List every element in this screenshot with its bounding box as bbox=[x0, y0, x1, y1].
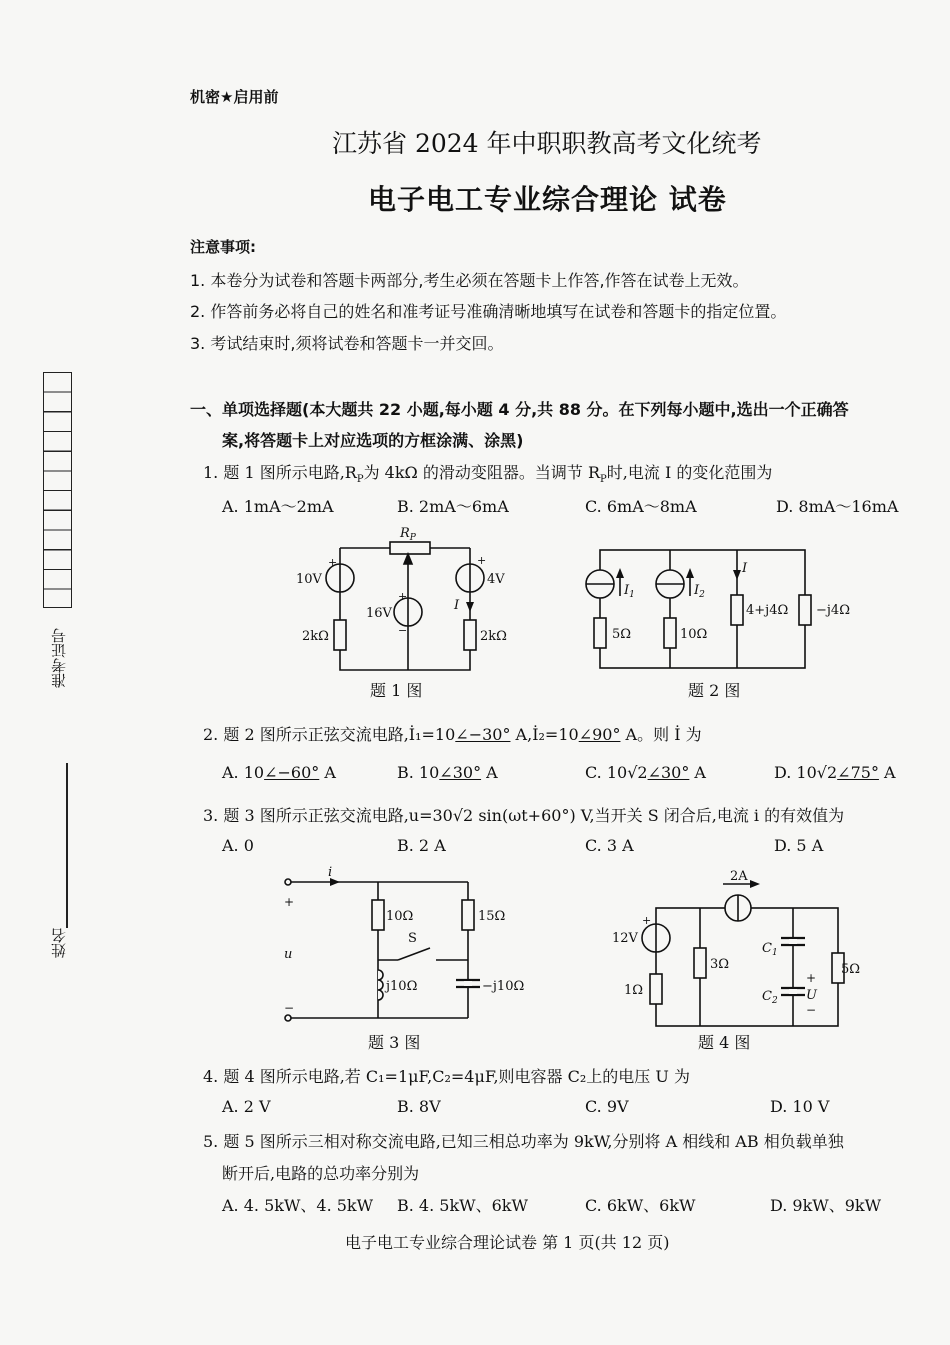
svg-text:I2: $I_2$ bbox=[694, 583, 705, 600]
svg-text:−j10Ω: −j10Ω bbox=[482, 979, 525, 994]
figure-1-caption: 题 1 图 bbox=[370, 681, 423, 700]
q2-option-c[interactable]: C. 10√2∠30° A bbox=[585, 763, 706, 782]
q2-option-d[interactable]: D. 10√2∠75° A bbox=[774, 763, 896, 782]
section-heading-cont: 案,将答题卡上对应选项的方框涂满、涂黑) bbox=[222, 431, 524, 450]
svg-text:+: + bbox=[477, 554, 487, 567]
question-5-cont: 断开后,电路的总功率分别为 bbox=[222, 1164, 420, 1183]
q5-option-d[interactable]: D. 9kW、9kW bbox=[770, 1196, 882, 1215]
fig2-resistor-5 bbox=[594, 618, 606, 648]
section-heading: 一、单项选择题(本大题共 22 小题,每小题 4 分,共 88 分。在下列每小题中,选出一个正确答 bbox=[190, 400, 849, 419]
svg-text:10Ω: 10Ω bbox=[386, 909, 414, 924]
fig3-switch bbox=[398, 948, 430, 960]
svg-text:5Ω: 5Ω bbox=[841, 962, 861, 977]
q4-option-c[interactable]: C. 9V bbox=[585, 1097, 629, 1116]
svg-text:S: S bbox=[408, 931, 417, 946]
svg-text:−: − bbox=[398, 624, 408, 637]
svg-text:RP: $R_P$ bbox=[400, 526, 416, 543]
figure-2-circuit bbox=[580, 540, 850, 680]
fig4-resistor-1 bbox=[650, 974, 662, 1004]
svg-text:−: − bbox=[806, 1003, 817, 1017]
q3-option-b[interactable]: B. 2 A bbox=[397, 836, 446, 855]
question-5: 5. 题 5 图所示三相对称交流电路,已知三相总功率为 9kW,分别将 A 相线和 AB 相负载单独 bbox=[203, 1132, 844, 1151]
fig2-resistor-10 bbox=[664, 618, 676, 648]
name-label: 姓名 bbox=[50, 928, 68, 958]
note-3: 3. 考试结束时,须将试卷和答题卡一并交回。 bbox=[190, 334, 504, 353]
figure-3-caption: 题 3 图 bbox=[368, 1033, 421, 1052]
svg-text:2kΩ: 2kΩ bbox=[302, 629, 329, 644]
q5-option-b[interactable]: B. 4. 5kW、6kW bbox=[397, 1196, 528, 1215]
exam-number-label: 准考证号 bbox=[50, 628, 68, 688]
svg-text:I1: $I_1$ bbox=[624, 583, 635, 600]
svg-text:3Ω: 3Ω bbox=[710, 957, 730, 972]
svg-text:+: + bbox=[398, 590, 408, 603]
q1-option-c[interactable]: C. 6mA～8mA bbox=[585, 497, 697, 516]
question-2: 2. 题 2 图所示正弦交流电路,İ₁=10∠−30° A,İ₂=10∠90° A。则 İ 为 bbox=[203, 725, 702, 744]
q5-option-c[interactable]: C. 6kW、6kW bbox=[585, 1196, 696, 1215]
svg-text:1Ω: 1Ω bbox=[624, 983, 644, 998]
svg-text:i: i bbox=[328, 865, 333, 880]
fig4-resistor-3 bbox=[694, 948, 706, 978]
paper-title: 电子电工专业综合理论 试卷 bbox=[368, 183, 727, 216]
q2-option-a[interactable]: A. 10∠−60° A bbox=[222, 763, 336, 782]
q2-option-b[interactable]: B. 10∠30° A bbox=[397, 763, 498, 782]
fig1-resistor-right bbox=[464, 620, 476, 650]
fig3-resistor-10 bbox=[372, 900, 384, 930]
svg-text:4+j4Ω: 4+j4Ω bbox=[746, 603, 789, 618]
svg-text:4V: 4V bbox=[487, 572, 505, 587]
svg-text:15Ω: 15Ω bbox=[478, 909, 506, 924]
svg-text:+: + bbox=[328, 556, 338, 569]
svg-text:C2: $C_2$ bbox=[762, 989, 778, 1006]
svg-text:2kΩ: 2kΩ bbox=[480, 629, 507, 644]
q5-option-a[interactable]: A. 4. 5kW、4. 5kW bbox=[222, 1196, 374, 1215]
svg-text:−j4Ω: −j4Ω bbox=[816, 603, 850, 618]
name-line[interactable] bbox=[66, 763, 68, 928]
svg-text:+: + bbox=[284, 895, 295, 909]
exam-number-grid[interactable] bbox=[43, 372, 72, 608]
fig1-resistor-left bbox=[334, 620, 346, 650]
svg-text:+: + bbox=[806, 971, 817, 985]
svg-text:C1: $C_1$ bbox=[762, 941, 778, 958]
figure-4-caption: 题 4 图 bbox=[698, 1033, 751, 1052]
svg-text:5Ω: 5Ω bbox=[612, 627, 632, 642]
fig2-impedance-1 bbox=[731, 595, 743, 625]
q1-option-d[interactable]: D. 8mA～16mA bbox=[776, 497, 899, 516]
note-1: 1. 本卷分为试卷和答题卡两部分,考生必须在答题卡上作答,作答在试卷上无效。 bbox=[190, 271, 749, 290]
q4-option-a[interactable]: A. 2 V bbox=[222, 1097, 271, 1116]
figure-4-circuit bbox=[608, 868, 868, 1030]
q3-option-d[interactable]: D. 5 A bbox=[774, 836, 824, 855]
q3-option-c[interactable]: C. 3 A bbox=[585, 836, 634, 855]
svg-text:+: + bbox=[642, 914, 652, 927]
fig1-rp-resistor bbox=[390, 542, 430, 554]
fig2-impedance-2 bbox=[799, 595, 811, 625]
note-2: 2. 作答前务必将自己的姓名和准考证号准确清晰地填写在试卷和答题卡的指定位置。 bbox=[190, 302, 787, 321]
svg-text:−: − bbox=[284, 1001, 295, 1015]
svg-text:12V: 12V bbox=[612, 931, 638, 946]
q4-option-b[interactable]: B. 8V bbox=[397, 1097, 441, 1116]
question-4: 4. 题 4 图所示电路,若 C₁=1μF,C₂=4μF,则电容器 C₂上的电压 U 为 bbox=[203, 1067, 690, 1086]
q4-option-d[interactable]: D. 10 V bbox=[770, 1097, 830, 1116]
notes-heading: 注意事项: bbox=[190, 238, 256, 256]
question-1: 1. 题 1 图所示电路$,R_P$为 4kΩ 的滑动变阻器。当调节 $R_P$时,电流 I 的变化范围为 bbox=[203, 463, 773, 486]
svg-text:2A: 2A bbox=[730, 869, 748, 884]
svg-text:10V: 10V bbox=[296, 572, 322, 587]
q1-option-b[interactable]: B. 2mA～6mA bbox=[397, 497, 509, 516]
svg-text:U: U bbox=[806, 988, 817, 1003]
figure-3-circuit bbox=[278, 862, 538, 1032]
svg-text:16V: 16V bbox=[366, 606, 392, 621]
svg-text:I: I bbox=[742, 561, 748, 576]
fig3-inductor bbox=[378, 970, 383, 1000]
svg-text:10Ω: 10Ω bbox=[680, 627, 708, 642]
svg-text:u: u bbox=[284, 947, 293, 962]
q3-option-a[interactable]: A. 0 bbox=[222, 836, 254, 855]
svg-text:j10Ω: j10Ω bbox=[386, 979, 418, 994]
exam-title: 江苏省 2024 年中职职教高考文化统考 bbox=[332, 129, 762, 158]
figure-2-caption: 题 2 图 bbox=[688, 681, 741, 700]
svg-text:I: I bbox=[454, 598, 460, 613]
page-footer: 电子电工专业综合理论试卷 第 1 页(共 12 页) bbox=[345, 1233, 670, 1252]
confidential-label: 机密★启用前 bbox=[190, 88, 279, 106]
question-3: 3. 题 3 图所示正弦交流电路,u=30√2 sin(ωt+60°) V,当开关 S 闭合后,电流 i 的有效值为 bbox=[203, 806, 845, 825]
figure-1-circuit bbox=[290, 520, 507, 700]
q1-option-a[interactable]: A. 1mA～2mA bbox=[222, 497, 334, 516]
fig3-resistor-15 bbox=[462, 900, 474, 930]
